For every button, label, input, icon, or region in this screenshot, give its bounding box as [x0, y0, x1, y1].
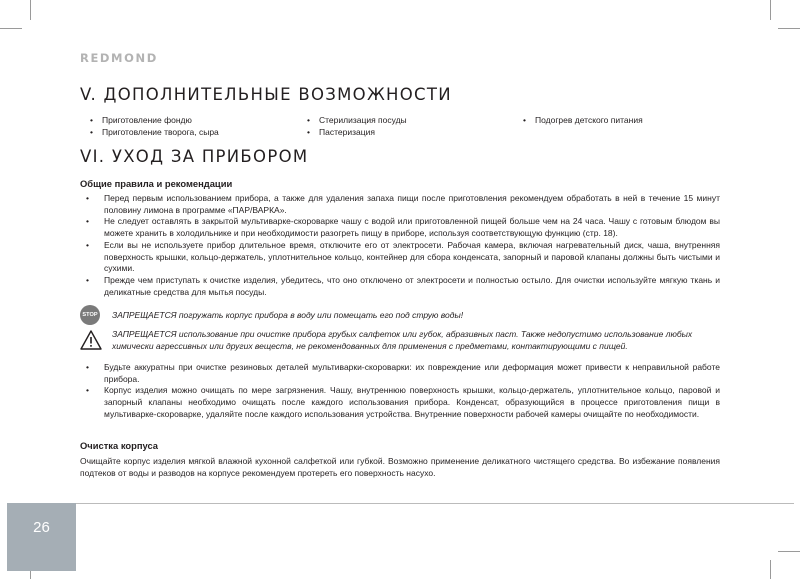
warning-notice: ЗАПРЕЩАЕТСЯ использование при очистке прибора грубых салфеток или губок, абразивных паст. Также недопустимо использование любых химически агрессивных или других веществ, не рекомендованных для применения с предметами, контактирующими с пищей. [112, 329, 693, 351]
list-item: • Стерилизация посуды [307, 114, 407, 126]
page-number: 26 [7, 503, 76, 571]
crop-mark [770, 0, 771, 20]
body-cleaning-heading: Очистка корпуса [80, 440, 159, 451]
crop-mark [30, 0, 31, 20]
footer-divider [76, 503, 794, 504]
stop-icon: STOP [80, 305, 100, 325]
additional-rules-list [80, 362, 720, 421]
list-item: • Не следует оставлять в закрытой мультиварке-скороварке чашу с водой или приготовленной пищей больше чем на 24 часа. Чашу с готовым блюдом вы можете хранить в холодильнике и при необходимости разогреть пищу в приборе, используя соответствующую функцию (стр. 18). [80, 216, 720, 239]
list-item: • Будьте аккуратны при очистке резиновых деталей мультиварки-скороварки: их повреждение или деформация может привести к неправильной работе прибора. [80, 362, 720, 385]
list-item: • Прежде чем приступать к очистке изделия, убедитесь, что оно отключено от электросети и полностью остыло. Для очистки используйте мягкую ткань и деликатные средства для мытья посуды. [80, 275, 720, 298]
list-item: • Приготовление творога, сыра [90, 126, 219, 138]
list-item: • Пастеризация [307, 126, 407, 138]
crop-mark [778, 28, 800, 29]
general-rules-list [80, 193, 720, 298]
body-cleaning-text: Очищайте корпус изделия мягкой влажной кухонной салфеткой или губкой. Возможно применение деликатного чистящего средства. Во избежание появления подтеков от воды и разводов на корпусе рекомендуем протереть его поверхность насухо. [80, 456, 720, 478]
stop-notice: ЗАПРЕЩАЕТСЯ погружать корпус прибора в воду или помещать его под струю воды! [112, 310, 464, 320]
section-5-title: V. ДОПОЛНИТЕЛЬНЫЕ ВОЗМОЖНОСТИ [80, 85, 452, 104]
brand-logo: REDMOND [80, 51, 158, 65]
feature-column-2 [307, 114, 407, 138]
crop-mark [0, 28, 22, 29]
list-item: • Подогрев детского питания [523, 114, 643, 126]
crop-mark [778, 551, 800, 552]
list-item: • Приготовление фондю [90, 114, 219, 126]
list-item: • Перед первым использованием прибора, а также для удаления запаха пищи после приготовления рекомендуем обработать в ней в течение 15 минут половину лимона в программе «ПАР/ВАРКА». [80, 193, 720, 216]
feature-column-3 [523, 114, 643, 126]
list-item: • Корпус изделия можно очищать по мере загрязнения. Чашу, внутреннюю поверхность крышки, кольцо-держатель, уплотнительное кольцо, паровой и запорный клапаны необходимо очищать после каждого использования прибора. Конденсат, образующийся в процессе приготовления пищи в мультиварке-скороварке, удаляйте после каждого использования устройства. Внутренние поверхности рабочей камеры очищайте по необходимости. [80, 385, 720, 420]
general-rules-heading: Общие правила и рекомендации [80, 178, 233, 189]
warning-triangle-icon [80, 330, 102, 350]
feature-column-1 [90, 114, 219, 138]
section-6-title: VI. УХОД ЗА ПРИБОРОМ [80, 147, 309, 166]
crop-mark [770, 560, 771, 579]
list-item: • Если вы не используете прибор длительное время, отключите его от электросети. Рабочая камера, включая нагревательный диск, чаша, внутренняя поверхность крышки, кольцо-держатель, уплотнительное кольцо, контейнер для сбора конденсата, запорный и паровой клапаны должны быть чистыми и сухими. [80, 240, 720, 275]
